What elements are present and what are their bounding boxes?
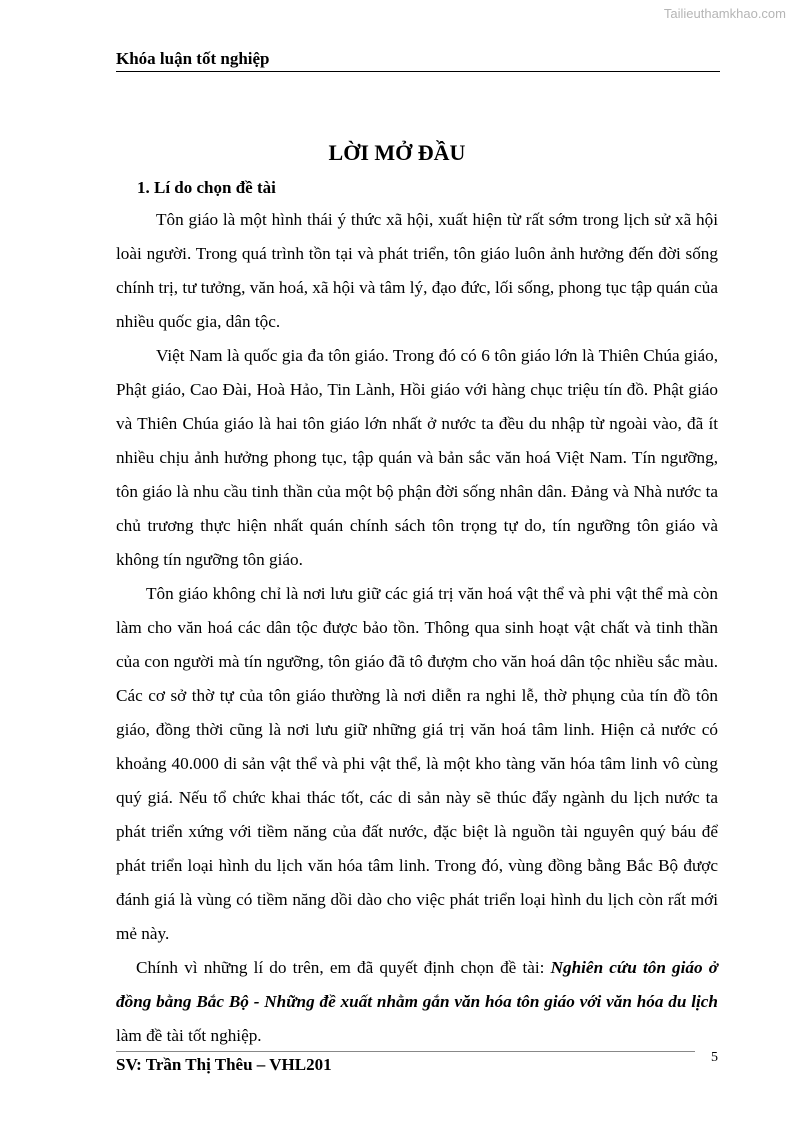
document-body bbox=[116, 203, 718, 1053]
paragraph-4-tail: làm đề tài tốt nghiệp. bbox=[116, 1026, 262, 1045]
footer-divider bbox=[116, 1051, 695, 1052]
paragraph-2: Việt Nam là quốc gia đa tôn giáo. Trong đó có 6 tôn giáo lớn là Thiên Chúa giáo, Phật giáo, Cao Đài, Hoà Hảo, Tin Lành, Hồi giáo với hàng chục triệu tín đồ. Phật giáo và Thiên Chúa giáo là hai tôn giáo lớn nhất ở nước ta đều du nhập từ ngoài vào, đã ít nhiều chịu ảnh hưởng phong tục, tập quán và bản sắc văn hoá Việt Nam. Tín ngưỡng, tôn giáo là nhu cầu tinh thần của một bộ phận đời sống nhân dân. Đảng và Nhà nước ta chủ trương thực hiện nhất quán chính sách tôn trọng tự do, tín ngưỡng tôn giáo và không tín ngưỡng tôn giáo. bbox=[116, 346, 718, 569]
section-heading: 1. Lí do chọn đề tài bbox=[137, 178, 276, 197]
page-title: LỜI MỞ ĐẦU bbox=[328, 140, 466, 165]
paragraph-3: Tôn giáo không chỉ là nơi lưu giữ các giá trị văn hoá vật thể và phi vật thể mà còn làm cho văn hoá các dân tộc được bảo tồn. Thông qua sinh hoạt vật chất và tinh thần của con người mà tín ngưỡng, tôn giáo đã tô đượm cho văn hoá dân tộc nhiều sắc màu. Các cơ sở thờ tự của tôn giáo thường là nơi diễn ra nghi lễ, thờ phụng của tín đồ tôn giáo, đồng thời cũng là nơi lưu giữ những giá trị văn hoá tâm linh. Hiện cả nước có khoảng 40.000 di sản vật thể và phi vật thể, là một kho tàng văn hóa tâm linh vô cùng quý giá. Nếu tổ chức khai thác tốt, các di sản này sẽ thúc đẩy ngành du lịch nước ta phát triển xứng với tiềm năng của đất nước, đặc biệt là nguồn tài nguyên quý báu để phát triển loại hình du lịch văn hóa tâm linh. Trong đó, vùng đồng bằng Bắc Bộ được đánh giá là vùng có tiềm năng dồi dào cho việc phát triển loại hình du lịch còn rất mới mẻ này. bbox=[116, 584, 718, 943]
page-number: 5 bbox=[711, 1050, 718, 1065]
paragraph-1: Tôn giáo là một hình thái ý thức xã hội, xuất hiện từ rất sớm trong lịch sử xã hội loài người. Trong quá trình tồn tại và phát triển, tôn giáo luôn ảnh hưởng đến đời sống chính trị, tư tưởng, văn hoá, xã hội và tâm lý, đạo đức, lối sống, phong tục tập quán của nhiều quốc gia, dân tộc. bbox=[116, 210, 718, 331]
paragraph-4 bbox=[116, 951, 718, 1053]
footer-student: SV: Trần Thị Thêu – VHL201 bbox=[116, 1055, 332, 1074]
page-header: Khóa luận tốt nghiệp bbox=[116, 49, 720, 72]
paragraph-4-lead: Chính vì những lí do trên, em đã quyết định chọn đề tài: bbox=[136, 958, 551, 977]
watermark-text: Tailieuthamkhao.com bbox=[663, 6, 786, 21]
thesis-topic: Nghiên cứu tôn giáo ở đồng bằng Bắc Bộ - Những đề xuất nhằm gắn văn hóa tôn giáo với văn hóa du lịch bbox=[116, 958, 718, 1011]
